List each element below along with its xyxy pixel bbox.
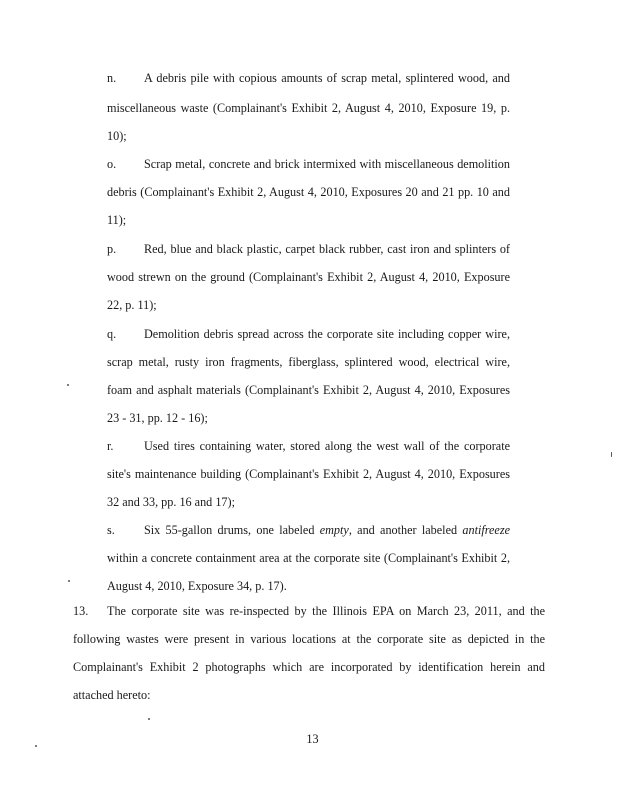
item-o-line-3: 11); <box>107 213 127 227</box>
paragraph-13-line-4: attached hereto: <box>73 688 151 702</box>
item-p-line-2: wood strewn on the ground (Complainant's Exhibit 2, August 4, 2010, Exposure <box>107 270 510 284</box>
scan-speck <box>148 718 150 720</box>
item-p-line-3: 22, p. 11); <box>107 298 157 312</box>
item-n-line-1: A debris pile with copious amounts of scrap metal, splintered wood, and <box>144 71 510 85</box>
paragraph-13-line-3: Complainant's Exhibit 2 photographs which are incorporated by identification herein and <box>73 660 545 674</box>
item-s-text-pre: Six 55-gallon drums, one labeled <box>144 523 320 537</box>
item-o-line-2: debris (Complainant's Exhibit 2, August 4, 2010, Exposures 20 and 21 pp. 10 and <box>107 185 510 199</box>
item-o-line-1: Scrap metal, concrete and brick intermixed with miscellaneous demolition <box>144 157 510 171</box>
item-s-label-antifreeze: antifreeze <box>462 523 510 537</box>
paragraph-13-line-2: following wastes were present in various locations at the corporate site as depicted in the <box>73 632 545 646</box>
item-n-line-2: miscellaneous waste (Complainant's Exhibit 2, August 4, 2010, Exposure 19, p. <box>107 101 510 115</box>
item-s-line-1 <box>144 522 510 538</box>
item-q-line-4: 23 - 31, pp. 12 - 16); <box>107 411 208 425</box>
item-r-line-1: Used tires containing water, stored along the west wall of the corporate <box>144 439 510 453</box>
paragraph-13-number: 13. <box>73 604 89 618</box>
page-number: 13 <box>306 732 319 746</box>
item-r-line-2: site's maintenance building (Complainant's Exhibit 2, August 4, 2010, Exposures <box>107 467 510 481</box>
item-label-q: q. <box>107 327 117 341</box>
scan-speck <box>611 452 612 457</box>
item-s-text-mid: , and another labeled <box>348 523 463 537</box>
item-label-o: o. <box>107 157 117 171</box>
paragraph-13-line-1: The corporate site was re-inspected by the Illinois EPA on March 23, 2011, and the <box>107 604 545 618</box>
scan-speck <box>35 745 37 747</box>
item-q-line-1: Demolition debris spread across the corporate site including copper wire, <box>144 327 510 341</box>
item-label-n: n. <box>107 71 117 85</box>
item-s-line-2: within a concrete containment area at the corporate site (Complainant's Exhibit 2, <box>107 551 510 565</box>
item-s-line-3: August 4, 2010, Exposure 34, p. 17). <box>107 579 287 593</box>
item-s-label-empty: empty <box>319 523 349 537</box>
item-p-line-1: Red, blue and black plastic, carpet black rubber, cast iron and splinters of <box>144 242 510 256</box>
scan-speck <box>67 384 69 386</box>
scan-speck <box>68 580 70 582</box>
item-n-line-3: 10); <box>107 129 127 143</box>
item-q-line-2: scrap metal, rusty iron fragments, fiberglass, splintered wood, electrical wire, <box>107 355 510 369</box>
item-label-r: r. <box>107 439 114 453</box>
item-label-p: p. <box>107 242 117 256</box>
item-label-s: s. <box>107 523 115 537</box>
item-q-line-3: foam and asphalt materials (Complainant's Exhibit 2, August 4, 2010, Exposures <box>107 383 510 397</box>
item-r-line-3: 32 and 33, pp. 16 and 17); <box>107 495 235 509</box>
